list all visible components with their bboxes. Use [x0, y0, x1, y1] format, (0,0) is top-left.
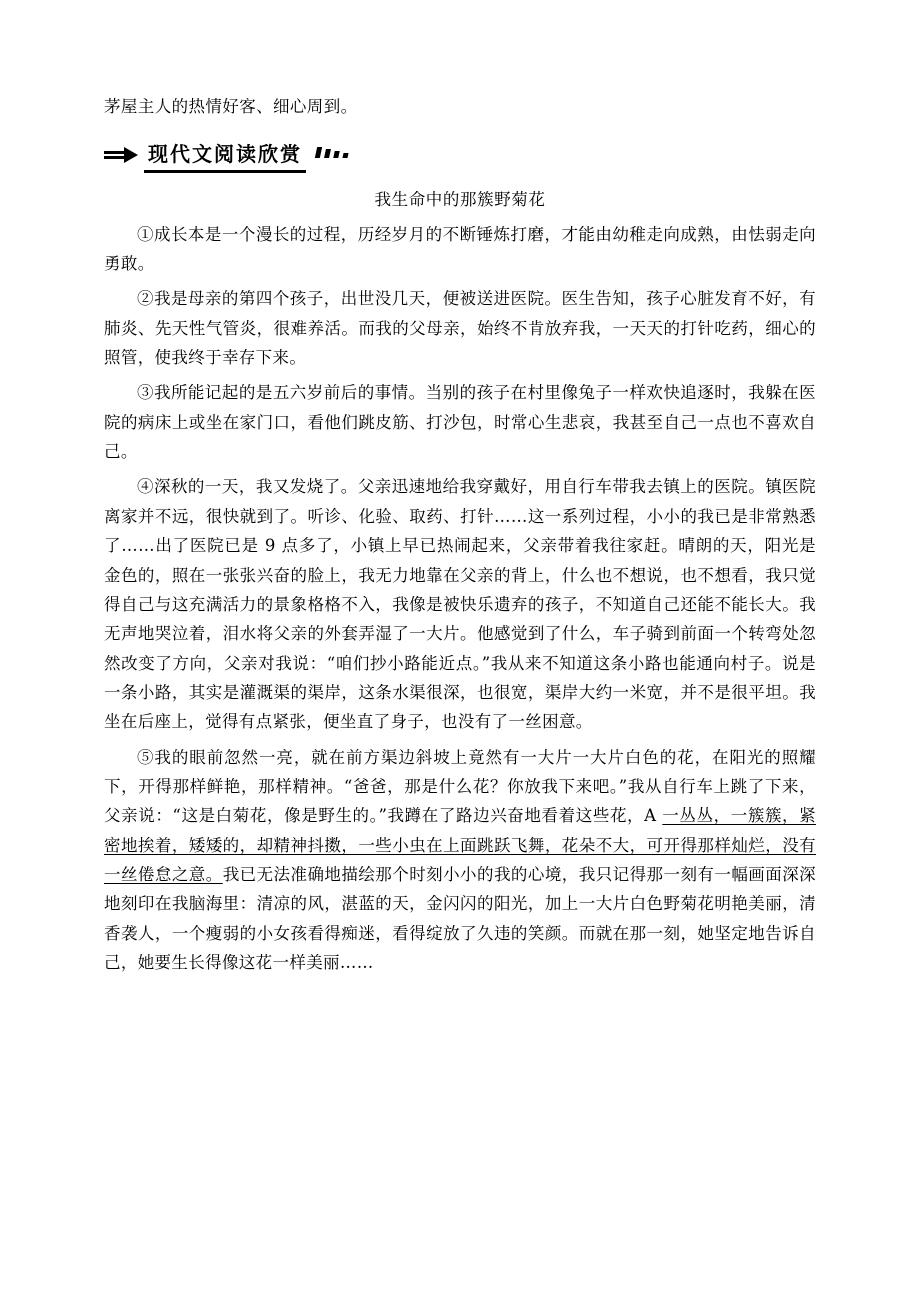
paragraph: ①成长本是一个漫长的过程，历经岁月的不断锤炼打磨，才能由幼稚走向成熟，由怯弱走向勇敢。	[104, 224, 816, 273]
paragraph: ②我是母亲的第四个孩子，出世没几天，便被送进医院。医生告知，孩子心脏发育不好，有肺炎、先天性气管炎，很难养活。而我的父母亲，始终不肯放弃我，一天天的打针吃药，细心的照管，使我终于幸存下来。	[104, 289, 816, 367]
arrow-right-icon	[104, 147, 140, 163]
underlined-sentence: 一丛丛，一簇簇，紧密地挨着，矮矮的，却精神抖擞，一些小虫在上面跳跃飞舞，花朵不大，可开得那样灿烂，没有一丝倦怠之意。	[104, 806, 817, 885]
paragraph-text-after: 我已无法准确地描绘那个时刻小小的我的心境，我只记得那一刻有一幅画面深深地刻印在我脑海里：清凉的风，湛蓝的天，金闪闪的阳光，加上一大片白色野菊花明艳美丽，清香袭人，一个瘦弱的小女孩看得痴迷，看得绽放了久违的笑颜。而就在那一刻，她坚定地告诉自己，她要生长得像这花一样美丽……	[104, 865, 817, 973]
page-content	[104, 94, 816, 984]
paragraph: ③我所能记起的是五六岁前后的事情。当别的孩子在村里像兔子一样欢快追逐时，我躲在医院的病床上或坐在家门口，看他们跳皮筋、打沙包，时常心生悲哀，我甚至自己一点也不喜欢自己。	[104, 383, 816, 462]
section-header	[104, 138, 816, 172]
decorative-dots-icon	[312, 147, 348, 162]
paragraph-text-before: ⑤我的眼前忽然一亮，就在前方渠边斜坡上竟然有一大片一大片白色的花，在阳光的照耀下，开得那样鲜艳，那样精神。“爸爸，那是什么花？你放我下来吧。”我从自行车上跳了下来，父亲说：“这是白菊花，像是野生的。”我蹲在了路边兴奋地看着这些花，A	[104, 747, 816, 826]
paragraph: ④深秋的一天，我又发烧了。父亲迅速地给我穿戴好，用自行车带我去镇上的医院。镇医院离家并不远，很快就到了。听诊、化验、取药、打针……这一系列过程，小小的我已是非常熟悉了……出了医院已是 9 点多了，小镇上早已热闹起来，父亲带着我往家赶。晴朗的天，阳光是金色的，照在一张张兴奋的脸上，我无力地靠在父亲的背上，什么也不想说，也不想看，我只觉得自己与这充满活力的景象格格不入，我像是被快乐遗弃的孩子，不知道自己还能不能长大。我无声地哭泣着，泪水将父亲的外套弄湿了一大片。他感觉到了什么，车子骑到前面一个转弯处忽然改变了方向，父亲对我说：“咱们抄小路能近点。”我从来不知道这条小路也能通向村子。说是一条小路，其实是灌溉渠的渠岸，这条水渠很深，也很宽，渠岸大约一米宽，并不是很平坦。我坐在后座上，觉得有点紧张，便坐直了身子，也没有了一丝困意。	[104, 477, 816, 732]
paragraph-with-underline	[104, 743, 816, 978]
lead-line: 茅屋主人的热情好客、细心周到。	[104, 97, 358, 116]
section-title: 现代文阅读欣赏	[144, 137, 306, 173]
article-title: 我生命中的那簇野菊花	[374, 189, 546, 209]
